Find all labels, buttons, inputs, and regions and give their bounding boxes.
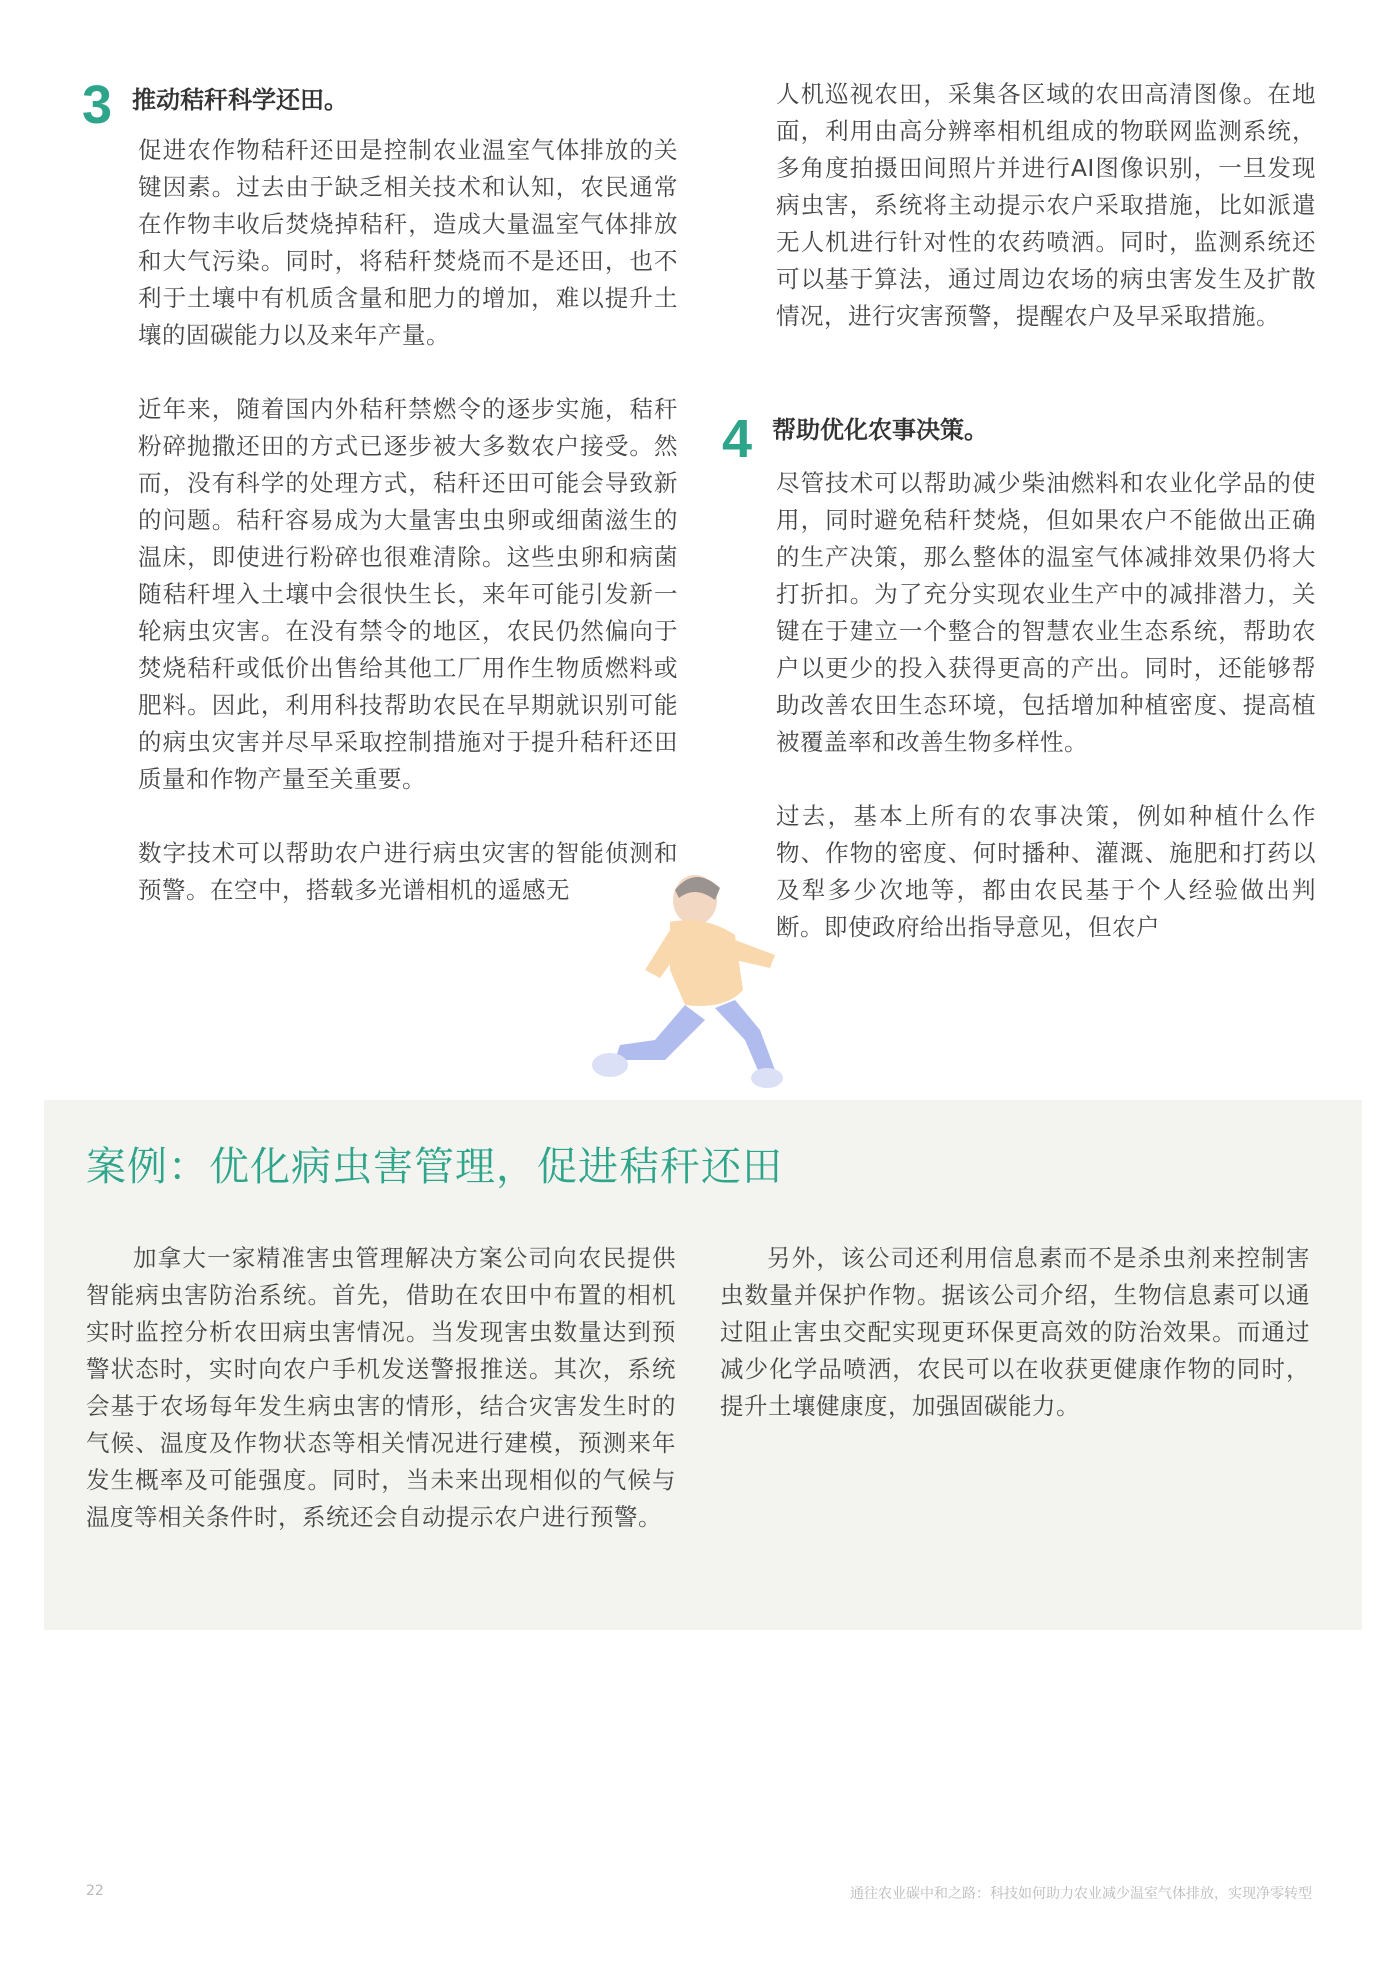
case-left-column (86, 1240, 676, 1536)
page-number: 22 (86, 1883, 104, 1899)
footer-document-title: 通往农业碳中和之路：科技如何助力农业减少温室气体排放，实现净零转型 (850, 1886, 1312, 1902)
section-4-paragraph-2: 过去，基本上所有的农事决策，例如种植什么作物、作物的密度、何时播种、灌溉、施肥和打药以及犁多少次地等，都由农民基于个人经验做出判断。即使政府给出指导意见，但农户 (776, 802, 1316, 941)
section-3-paragraph-1: 促进农作物秸秆还田是控制农业温室气体排放的关键因素。过去由于缺乏相关技术和认知，农民通常在作物丰收后焚烧掉秸秆，造成大量温室气体排放和大气污染。同时，将秸秆焚烧而不是还田，也不利于土壤中有机质含量和肥力的增加，难以提升土壤的固碳能力以及来年产量。 (138, 136, 678, 349)
section-3-number: 3 (82, 75, 113, 135)
case-right-column (720, 1240, 1310, 1425)
case-study-title: 案例：优化病虫害管理，促进秸秆还田 (86, 1144, 783, 1190)
section-3-paragraph-3: 数字技术可以帮助农户进行病虫灾害的智能侦测和预警。在空中，搭载多光谱相机的遥感无 (138, 839, 678, 904)
right-column-section-4 (776, 465, 1316, 946)
section-3-continued: 人机巡视农田，采集各区域的农田高清图像。在地面，利用由高分辨率相机组成的物联网监测系统，多角度拍摄田间照片并进行AI图像识别，一旦发现病虫害，系统将主动提示农户采取措施，比如派遣无人机进行针对性的农药喷洒。同时，监测系统还可以基于算法，通过周边农场的病虫害发生及扩散情况，进行灾害预警，提醒农户及早采取措施。 (776, 80, 1316, 330)
running-person-illustration (575, 860, 795, 1090)
section-3-paragraph-2: 近年来，随着国内外秸秆禁燃令的逐步实施，秸秆粉碎抛撒还田的方式已逐步被大多数农户接受。然而，没有科学的处理方式，秸秆还田可能会导致新的问题。秸秆容易成为大量害虫虫卵或细菌滋生的温床，即使进行粉碎也很难清除。这些虫卵和病菌随秸秆埋入土壤中会很快生长，来年可能引发新一轮病虫灾害。在没有禁令的地区，农民仍然偏向于焚烧秸秆或低价出售给其他工厂用作生物质燃料或肥料。因此，利用科技帮助农民在早期就识别可能的病虫灾害并尽早采取控制措施对于提升秸秆还田质量和作物产量至关重要。 (138, 395, 678, 793)
right-column-top (776, 76, 1316, 335)
section-4-heading: 帮助优化农事决策。 (772, 416, 988, 444)
section-4-number: 4 (722, 409, 753, 469)
section-4-paragraph-1: 尽管技术可以帮助减少柴油燃料和农业化学品的使用，同时避免秸秆焚烧，但如果农户不能做出正确的生产决策，那么整体的温室气体减排效果仍将大打折扣。为了充分实现农业生产中的减排潜力，关键在于建立一个整合的智慧农业生态系统，帮助农户以更少的投入获得更高的产出。同时，还能够帮助改善农田生态环境，包括增加种植密度、提高植被覆盖率和改善生物多样性。 (776, 469, 1316, 756)
section-3-heading: 推动秸秆科学还田。 (132, 86, 348, 114)
case-left-paragraph: 加拿大一家精准害虫管理解决方案公司向农民提供智能病虫害防治系统。首先，借助在农田中布置的相机实时监控分析农田病虫害情况。当发现害虫数量达到预警状态时，实时向农户手机发送警报推送。其次，系统会基于农场每年发生病虫害的情形，结合灾害发生时的气候、温度及作物状态等相关情况进行建模，预测来年发生概率及可能强度。同时，当未来出现相似的气候与温度等相关条件时，系统还会自动提示农户进行预警。 (86, 1244, 676, 1531)
left-column (138, 132, 678, 909)
case-right-paragraph: 另外，该公司还利用信息素而不是杀虫剂来控制害虫数量并保护作物。据该公司介绍，生物信息素可以通过阻止害虫交配实现更环保更高效的防治效果。而通过减少化学品喷洒，农民可以在收获更健康作物的同时，提升土壤健康度，加强固碳能力。 (720, 1244, 1310, 1420)
